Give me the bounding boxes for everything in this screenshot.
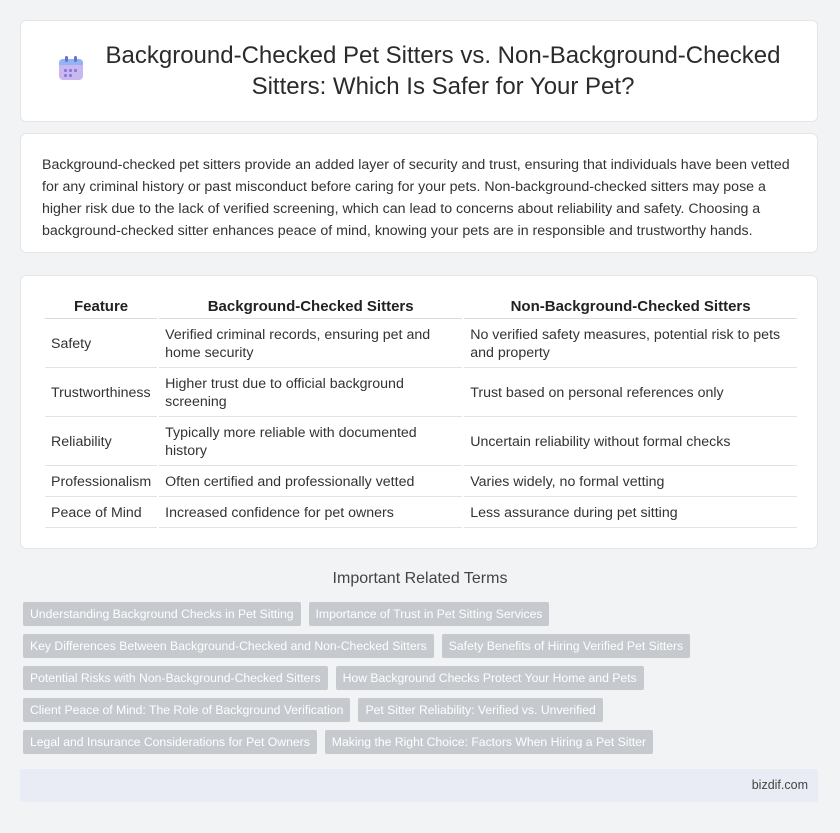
checked-cell: Often certified and professionally vetted (159, 466, 462, 497)
table-row (45, 497, 797, 528)
feature-cell: Peace of Mind (45, 497, 157, 528)
feature-cell: Reliability (45, 417, 157, 466)
related-term-link[interactable]: Client Peace of Mind: The Role of Background Verification (23, 698, 350, 722)
related-terms-title: Important Related Terms (332, 570, 508, 587)
table-row (45, 368, 797, 417)
table-row (45, 466, 797, 497)
feature-cell: Safety (45, 319, 157, 368)
unchecked-cell: Less assurance during pet sitting (464, 497, 797, 528)
checked-cell: Typically more reliable with documented history (159, 417, 462, 466)
related-term-link[interactable]: Legal and Insurance Considerations for Pet Owners (23, 730, 317, 754)
comparison-card (20, 275, 818, 549)
intro-card (20, 133, 818, 253)
checked-cell: Higher trust due to official background screening (159, 368, 462, 417)
header-feature: Feature (45, 294, 157, 319)
header-non-background-checked: Non-Background-Checked Sitters (464, 294, 797, 319)
header-background-checked: Background-Checked Sitters (159, 294, 462, 319)
related-term-link[interactable]: Pet Sitter Reliability: Verified vs. Unverified (358, 698, 602, 722)
related-term-link[interactable]: Key Differences Between Background-Checked and Non-Checked Sitters (23, 634, 434, 658)
related-term-link[interactable]: How Background Checks Protect Your Home and Pets (336, 666, 644, 690)
checked-cell: Increased confidence for pet owners (159, 497, 462, 528)
related-term-link[interactable]: Potential Risks with Non-Background-Checked Sitters (23, 666, 328, 690)
unchecked-cell: Varies widely, no formal vetting (464, 466, 797, 497)
unchecked-cell: Uncertain reliability without formal checks (464, 417, 797, 466)
comparison-table (43, 294, 799, 528)
related-term-link[interactable]: Understanding Background Checks in Pet Sitting (23, 602, 301, 626)
table-row (45, 319, 797, 368)
checked-cell: Verified criminal records, ensuring pet and home security (159, 319, 462, 368)
intro-paragraph: Background-checked pet sitters provide an added layer of security and trust, ensuring that individuals have been vetted for any criminal history or past misconduct before caring for your pets. Non-background-checked sitters may pose a higher risk due to the lack of verified screening, which can lead to concerns about reliability and safety. Choosing a background-checked sitter enhances peace of mind, knowing your pets are in responsible and trustworthy hands. (42, 157, 790, 239)
page-title: Background-Checked Pet Sitters vs. Non-Background-Checked Sitters: Which Is Safer for Your Pet? (105, 42, 781, 100)
related-term-link[interactable]: Making the Right Choice: Factors When Hiring a Pet Sitter (325, 730, 653, 754)
header-card (20, 20, 818, 122)
footer-site-name[interactable]: bizdif.com (751, 778, 808, 792)
related-term-link[interactable]: Importance of Trust in Pet Sitting Services (309, 602, 550, 626)
footer (20, 769, 818, 802)
unchecked-cell: Trust based on personal references only (464, 368, 797, 417)
feature-cell: Trustworthiness (45, 368, 157, 417)
related-terms-list (23, 602, 823, 762)
feature-cell: Professionalism (45, 466, 157, 497)
calendar-icon (58, 55, 84, 81)
unchecked-cell: No verified safety measures, potential risk to pets and property (464, 319, 797, 368)
table-row (45, 417, 797, 466)
related-term-link[interactable]: Safety Benefits of Hiring Verified Pet Sitters (442, 634, 690, 658)
